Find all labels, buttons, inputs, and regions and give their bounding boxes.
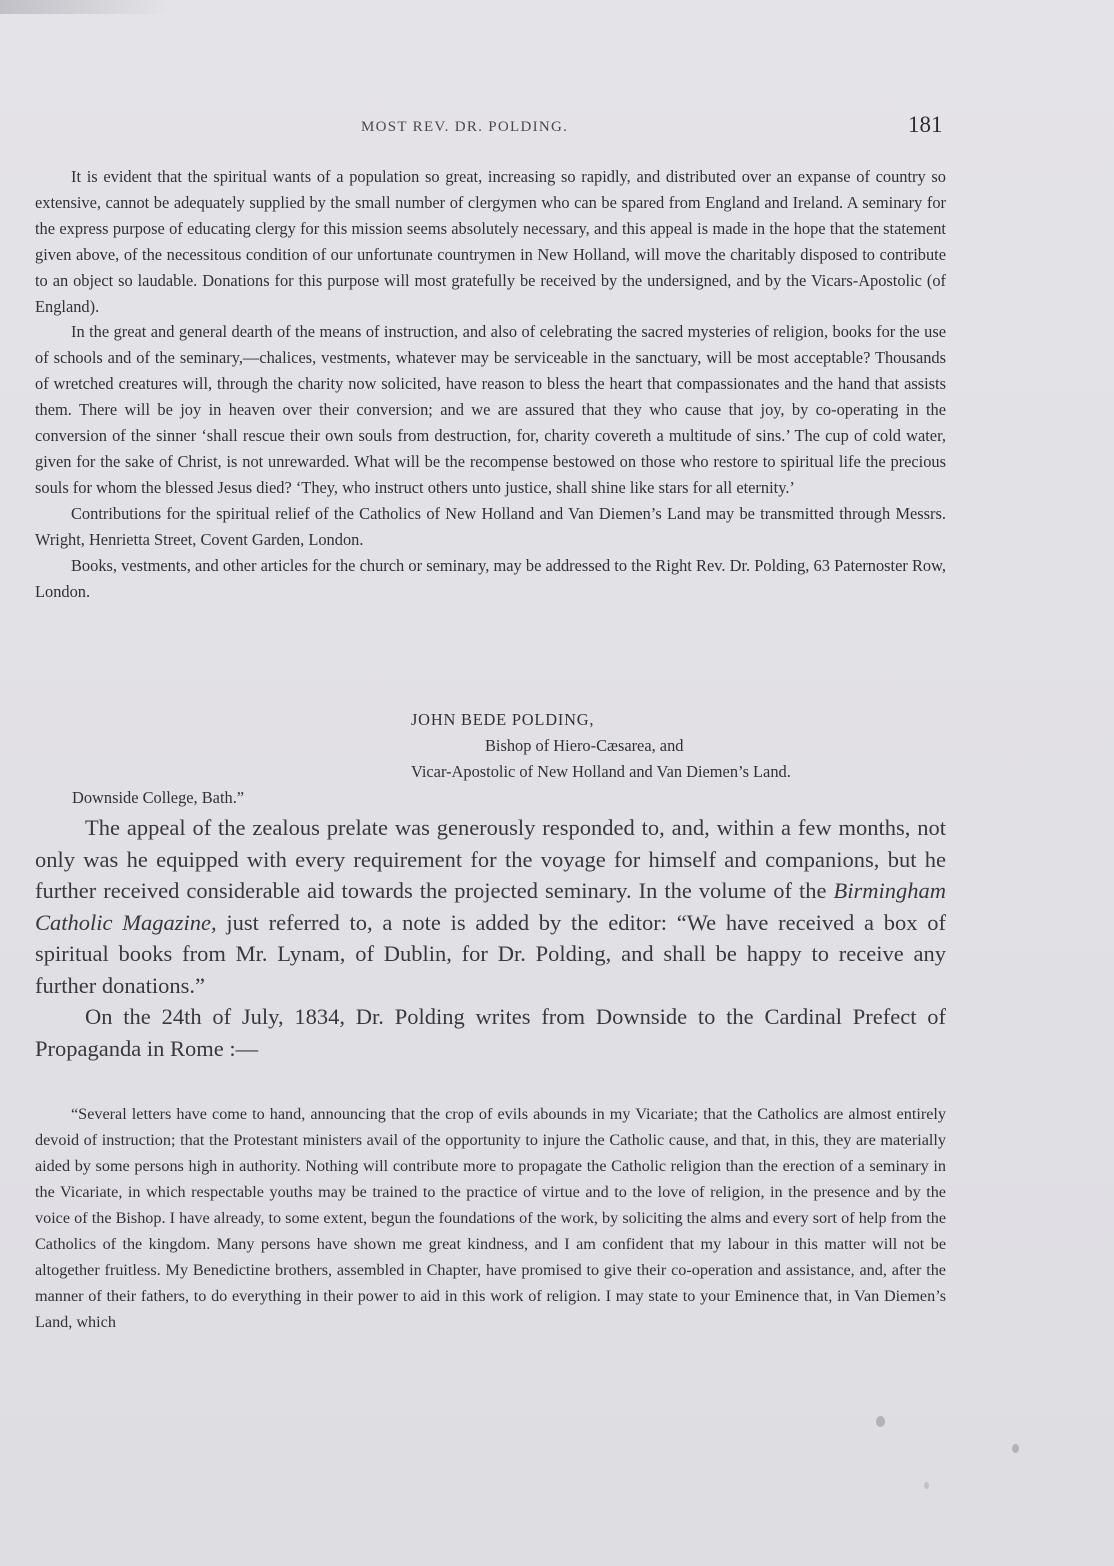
appeal-paragraph-3: Contributions for the spiritual relief of the Catholics of New Holland and Van Diemen’s Land may be transmitted through Messrs. Wright, Henrietta Street, Covent Garden, London. xyxy=(35,503,946,549)
paper-speck xyxy=(924,1482,929,1489)
appeal-paragraph-1: It is evident that the spiritual wants of a population so great, increasing so rapidly, and distributed over an expanse of country so extensive, cannot be adequately supplied by the small number of clergymen who can be spared from England and Ireland. A seminary for the express purpose of educating clergy for this mission seems absolutely necessary, and this appeal is made in the hope that the statement given above, of the necessitous condition of our unfortunate countrymen in New Holland, will move the charitably disposed to contribute to an object so laudable. Donations for this purpose will most gratefully be received by the undersigned, and by the Vicars-Apostolic (of England). xyxy=(35,167,946,316)
narrative-p1-start: The appeal of the zealous prelate was generously responded to, and, within a few months, not only was he equipped with every requirement for the voyage for himself and companions, but he further received considerable aid towards the projected seminary. In the volume of the xyxy=(35,815,946,903)
page-number: 181 xyxy=(908,112,943,137)
paper-speck xyxy=(876,1416,885,1427)
signature-name: JOHN BEDE POLDING, xyxy=(411,710,595,729)
narrative-paragraph-1 xyxy=(35,812,946,1001)
narrative-paragraph-2: On the 24th of July, 1834, Dr. Polding writes from Downside to the Cardinal Prefect of Propaganda in Rome :— xyxy=(35,1004,946,1061)
paper-speck xyxy=(1012,1444,1019,1453)
signature-title-2: Vicar-Apostolic of New Holland and Van Diemen’s Land. xyxy=(411,762,791,781)
letter-text xyxy=(35,1101,946,1335)
appeal-paragraph-2: In the great and general dearth of the means of instruction, and also of celebrating the sacred mysteries of religion, books for the use of schools and of the seminary,—chalices, vestments, whatever may be serviceable in the sanctuary, will be most acceptable? Thousands of wretched creatures will, through the charity now solicited, have reason to bless the heart that compassionates and the hand that assists them. There will be joy in heaven over their conversion; and we are assured that they who cause that joy, by co-operating in the conversion of the sinner ‘shall rescue their own souls from destruction, for, charity covereth a multitude of sins.’ The cup of cold water, given for the sake of Christ, is not unrewarded. What will be the recompense bestowed on those who restore to spiritual life the precious souls for whom the blessed Jesus died? ‘They, who instruct others unto justice, shall shine like stars for all eternity.’ xyxy=(35,322,946,497)
magazine-title: Birmingham Catholic Magazine, xyxy=(35,878,946,935)
running-head: MOST REV. DR. POLDING. xyxy=(361,119,569,135)
scan-edge-shadow xyxy=(0,0,170,14)
signature-title-1: Bishop of Hiero-Cæsarea, and xyxy=(485,736,684,755)
appeal-paragraph-4: Books, vestments, and other articles for the church or seminary, may be addressed to the Right Rev. Dr. Polding, 63 Paternoster Row, London. xyxy=(35,555,946,601)
narrative-text xyxy=(35,812,946,1064)
narrative-p1-end: just referred to, a note is added by the editor: “We have received a box of spiritual books from Mr. Lynam, of Dublin, for Dr. Polding, and shall be happy to receive any further donations.” xyxy=(35,909,947,998)
signature-place: Downside College, Bath.” xyxy=(72,788,245,807)
letter-paragraph-1: “Several letters have come to hand, announcing that the crop of evils abounds in my Vicariate; that the Catholics are almost entirely devoid of instruction; that the Protestant ministers avail of the opportunity to injure the Catholic cause, and that, in this, they are materially aided by some persons high in authority. Nothing will contribute more to propagate the Catholic religion than the erection of a seminary in the Vicariate, in which respectable youths may be trained to the practice of virtue and to the love of religion, in the presence and by the voice of the Bishop. I have already, to some extent, begun the foundations of the work, by soliciting the alms and every sort of help from the Catholics of the kingdom. Many persons have shown me great kindness, and I am confident that my labour in this matter will not be altogether fruitless. My Benedictine brothers, assembled in Chapter, have promised to give their co-operation and assistance, and, after the manner of their fathers, to do everything in their power to aid in this work of religion. I may state to your Eminence that, in Van Diemen’s Land, which xyxy=(35,1105,946,1331)
appeal-text xyxy=(35,164,946,604)
